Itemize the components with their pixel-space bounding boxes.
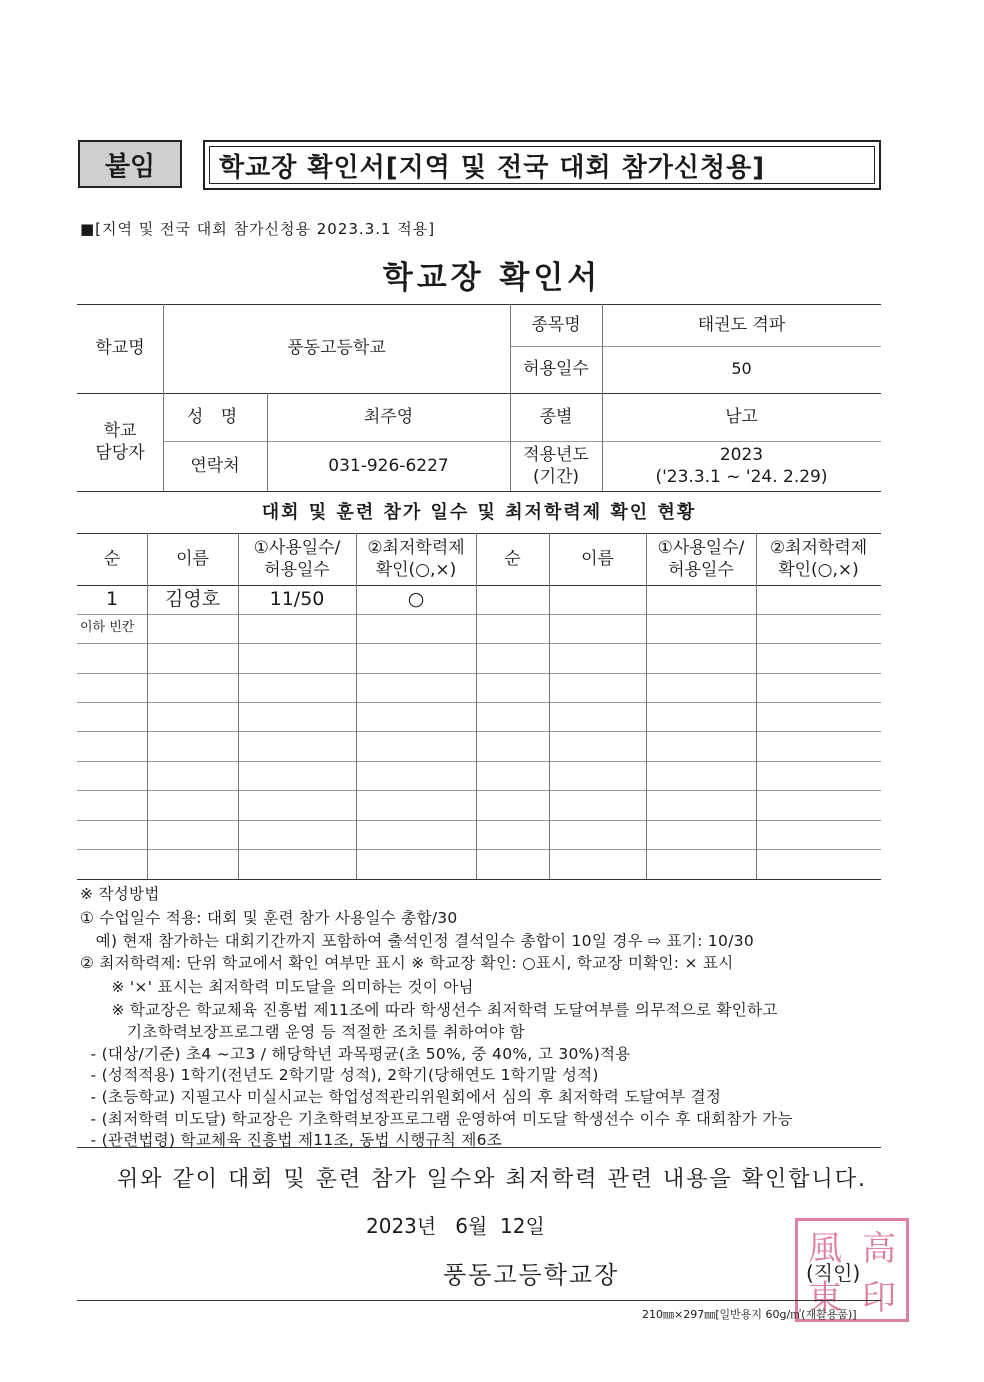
year-period: ('23.3.1 ~ '24. 2.29) [655, 467, 828, 487]
table-header-cell: 이름 [581, 548, 614, 569]
seal-glyph: 印 [862, 1278, 896, 1318]
table-header-cell: ②최저학력제 확인(○,×) [769, 537, 868, 580]
table-cell: ○ [407, 588, 425, 611]
table-cell: 김영호 [164, 588, 221, 611]
instruction-line: 예) 현재 참가하는 대회기간까지 포함하여 출석인정 결석일수 총합이 10일 경우 ⇨ 표기: 10/30 [80, 932, 755, 950]
instruction-line: - (대상/기준) 초4 ~고3 / 해당학년 과목평균(초 50%, 중 40%, 고 30%)적용 [80, 1045, 631, 1063]
table-row-line [77, 790, 881, 791]
instruction-line: - (초등학교) 지필고사 미실시교는 학업성적관리위원회에서 심의 후 최저학력 도달여부 결정 [80, 1088, 722, 1106]
event-value: 태권도 격파 [697, 314, 786, 335]
header-title-text: 학교장 확인서[지역 및 전국 대회 참가신청용] [219, 152, 766, 183]
footer-rule [77, 1300, 881, 1301]
table-header-cell: ①사용일수/ 허용일수 [657, 537, 745, 580]
table-row-line [77, 643, 881, 644]
instruction-line: - (최저학력 미도달) 학교장은 기초학력보장프로그램 운영하여 미도달 학생선수 이수 후 대회참가 가능 [80, 1110, 793, 1128]
allowed-days-label: 허용일수 [523, 359, 589, 380]
school-name-value: 풍동고등학교 [287, 338, 386, 359]
manager-name-value: 최주영 [363, 406, 414, 427]
category-value: 남고 [725, 406, 758, 427]
section-title: 대회 및 훈련 참가 일수 및 최저학력제 확인 현황 [261, 502, 697, 524]
year-value: 2023 [719, 444, 764, 465]
instruction-line: ② 최저학력제: 단위 학교에서 확인 여부만 표시 ※ 학교장 확인: ○표시, 학교장 미확인: × 표시 [80, 954, 734, 972]
document-title: 학교장 확인서 [382, 260, 602, 296]
instruction-line: - (관련법령) 학교체육 진흥법 제11조, 동법 시행규칙 제6조 [80, 1131, 503, 1149]
instruction-line: ① 수업일수 적용: 대회 및 훈련 참가 사용일수 총합/30 [80, 909, 458, 927]
table-row-line [77, 731, 881, 732]
manager-label: 학교 담당자 [95, 420, 145, 463]
application-note: ■[지역 및 전국 대회 참가신청용 2023.3.1 적용] [80, 220, 436, 238]
table-header-cell: 순 [103, 548, 121, 569]
instruction-line: 기초학력보장프로그램 운영 등 적절한 조치를 취하여야 함 [80, 1023, 525, 1041]
attachment-tag: 붙임 [78, 140, 182, 188]
principal-name: 풍동고등학교장 [443, 1261, 620, 1289]
allowed-days-value: 50 [731, 359, 752, 379]
year-label: 적용년도 (기간) [523, 444, 589, 487]
instruction-line: ※ 학교장은 학교체육 진흥법 제11조에 따라 학생선수 최저학력 도달여부를 의무적으로 확인하고 [80, 1001, 778, 1019]
table-header-cell: ②최저학력제 확인(○,×) [367, 537, 465, 580]
table-header-cell: ①사용일수/ 허용일수 [253, 537, 341, 580]
header-title [203, 140, 881, 190]
table-header-cell: 순 [504, 548, 521, 569]
seal-glyph: 風 [808, 1229, 842, 1269]
table-row-line [77, 761, 881, 762]
table-row-line [77, 879, 881, 880]
info-bottom-rule [77, 491, 881, 492]
paper-spec: 210㎜×297㎜[일반용지 60g/㎡(재활용품)] [642, 1308, 857, 1321]
issue-date: 2023년 6월 12일 [366, 1214, 545, 1238]
manager-name-label: 성 명 [186, 406, 244, 427]
instruction-line: - (성적적용) 1학기(전년도 2학기말 성적), 2학기(당해연도 1학기말 성적) [80, 1066, 599, 1084]
contact-value: 031-926-6227 [328, 455, 449, 476]
table-row-line [77, 673, 881, 674]
category-label: 종별 [539, 406, 573, 427]
event-label: 종목명 [531, 314, 581, 335]
table-cell: 1 [105, 588, 119, 611]
table-row-line [77, 820, 881, 821]
table-cell: 이하 빈칸 [80, 620, 135, 636]
seal-glyph: 東 [808, 1278, 842, 1318]
school-name-label: 학교명 [95, 338, 145, 359]
table-row-line [77, 849, 881, 850]
year-cell [602, 441, 881, 491]
instruction-line: ※ 작성방법 [80, 885, 160, 903]
table-cell: 11/50 [269, 588, 325, 611]
table-row-line [77, 614, 881, 615]
contact-label: 연락처 [190, 455, 240, 476]
instructions-bottom-rule [77, 1147, 881, 1148]
seal-glyph: 高 [862, 1229, 896, 1269]
table-header-cell: 이름 [176, 548, 209, 569]
instruction-line: ※ '×' 표시는 최저학력 미도달을 의미하는 것이 아님 [80, 978, 474, 996]
seal-label: (직인) [806, 1261, 861, 1285]
confirmation-text: 위와 같이 대회 및 훈련 참가 일수와 최저학력 관련 내용을 확인합니다. [117, 1167, 867, 1192]
table-row-line [77, 702, 881, 703]
